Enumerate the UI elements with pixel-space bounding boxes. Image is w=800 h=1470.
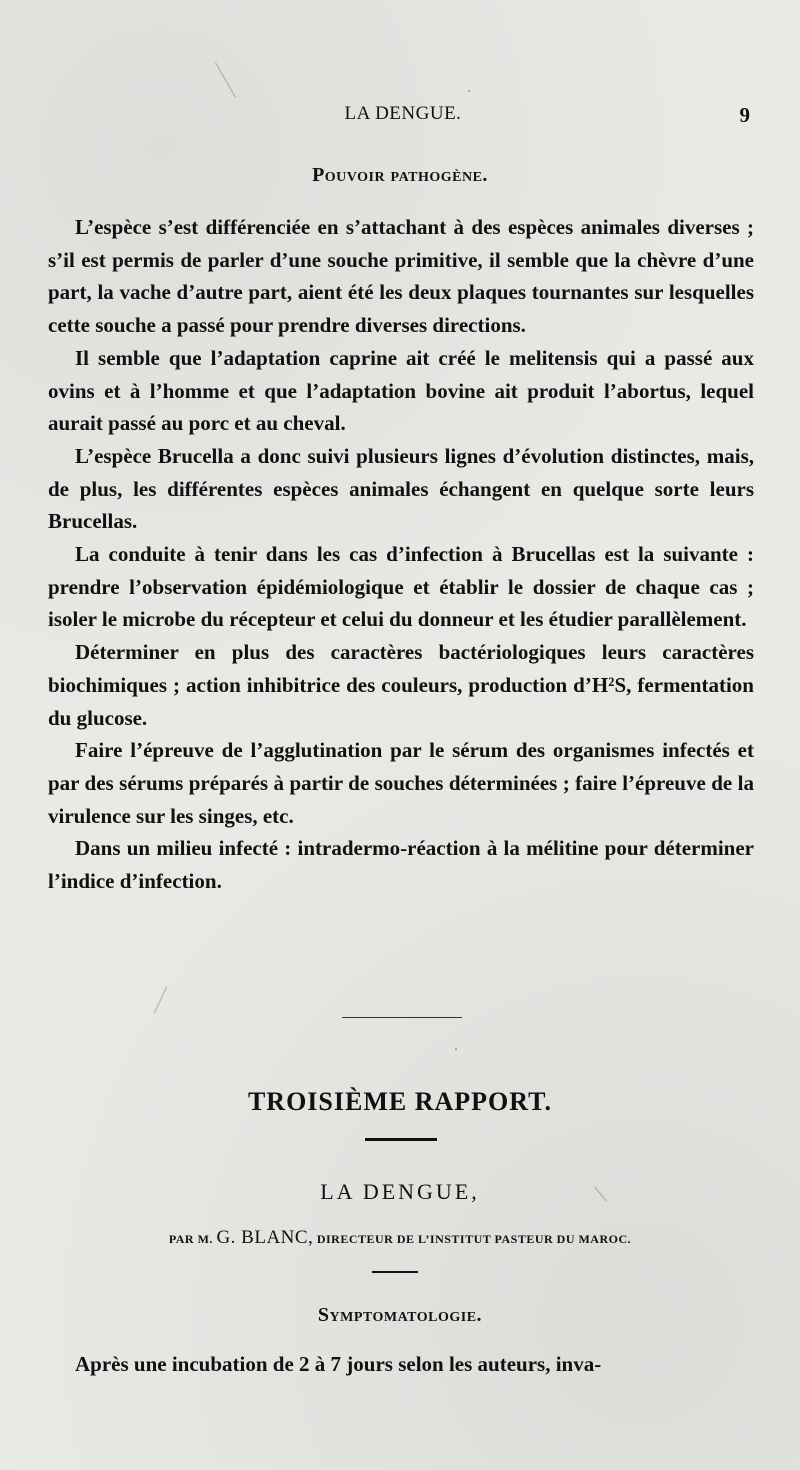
scan-dot xyxy=(455,1048,457,1050)
body-text-continued xyxy=(48,1348,754,1381)
paragraph: Faire l’épreuve de l’agglutination par le sérum des organismes infectés et par des sérums préparés à partir de souches déterminées ; faire l’épreuve de la virulence sur les singes, etc. xyxy=(48,738,754,828)
title-rule xyxy=(365,1138,437,1141)
author-name: G. BLANC, xyxy=(216,1227,314,1248)
report-subtitle: LA DENGUE, xyxy=(320,1179,480,1204)
paragraph: Il semble que l’adaptation caprine ait créé le melitensis qui a passé aux ovins et à l’homme et que l’adaptation bovine ait produit l’abortus, lequel aurait passé au porc et au cheval. xyxy=(48,345,754,436)
section-heading-pouvoir-pathogene: Pouvoir pathogène. xyxy=(312,164,488,186)
scan-scratch xyxy=(154,986,168,1014)
paragraph: Après une incubation de 2 à 7 jours selon les auteurs, inva- xyxy=(75,1352,602,1376)
paragraph: Déterminer en plus des caractères bactériologiques leurs caractères biochimiques ; action inhibitrice des couleurs, production d’H²S, fermentation du glucose. xyxy=(48,640,754,730)
scan-dot xyxy=(468,90,470,92)
author-title: DIRECTEUR DE L’INSTITUT PASTEUR DU MAROC. xyxy=(316,1232,632,1246)
author-line xyxy=(0,1227,800,1249)
section-divider xyxy=(342,1017,462,1018)
author-prefix: PAR M. xyxy=(168,1232,213,1246)
author-rule xyxy=(372,1271,418,1273)
paragraph: Dans un milieu infecté : intradermo-réaction à la mélitine pour déterminer l’indice d’infection. xyxy=(48,836,754,894)
paragraph: L’espèce Brucella a donc suivi plusieurs lignes d’évolution distinctes, mais, de plus, les différentes espèces animales échangent en quelque sorte leurs Brucellas. xyxy=(48,443,754,534)
running-title: LA DENGUE. xyxy=(344,103,462,124)
section-heading-symptomatologie: Symptomatologie. xyxy=(317,1304,483,1326)
body-text xyxy=(48,211,754,898)
running-head xyxy=(48,103,758,133)
report-title: TROISIÈME RAPPORT. xyxy=(247,1087,553,1116)
paragraph: L’espèce s’est différenciée en s’attachant à des espèces animales diverses ; s’il est permis de parler d’une souche primitive, il semble que la chèvre d’une part, la vache d’autre part, aient été les deux plaques tournantes sur lesquelles cette souche a passé pour prendre diverses directions. xyxy=(48,215,754,338)
scan-scratch xyxy=(215,62,236,97)
page-number: 9 xyxy=(739,103,750,127)
paragraph: La conduite à tenir dans les cas d’infection à Brucellas est la suivante : prendre l’observation épidémiologique et établir le dossier de chaque cas ; isoler le microbe du récepteur et celui du donneur et les étudier parallèlement. xyxy=(48,542,754,632)
